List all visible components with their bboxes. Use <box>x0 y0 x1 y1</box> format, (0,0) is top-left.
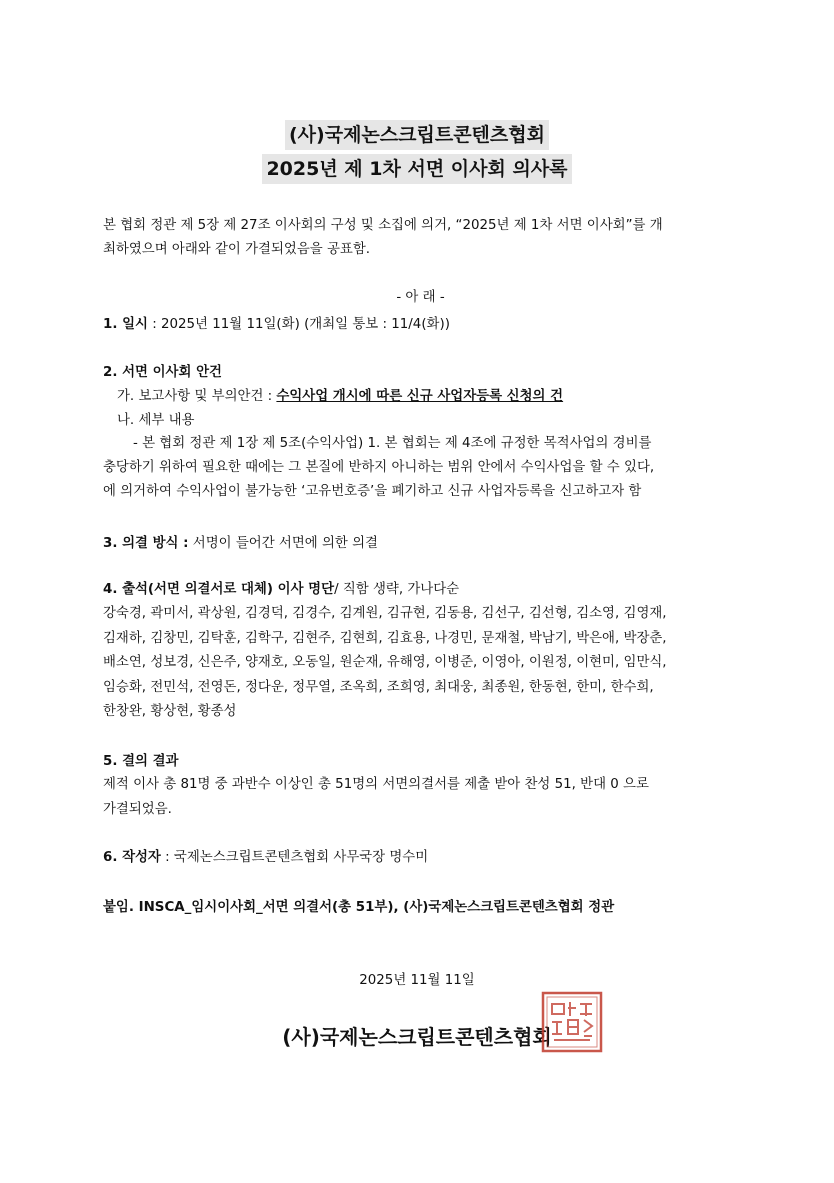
detail-line-3: 에 의거하여 수익사업이 불가능한 ‘고유번호증’을 폐기하고 신규 사업자등록을 신고하고자 함 <box>103 484 642 499</box>
signing-organization: (사)국제논스크립트콘텐츠협회 <box>282 1025 552 1049</box>
names-line-5: 한창완, 황상현, 황종성 <box>103 704 237 719</box>
names-line-2: 김재하, 김창민, 김탁훈, 김학구, 김현주, 김현희, 김효용, 나경민, 문재철, 박남기, 박은애, 박장춘, <box>103 631 667 646</box>
section-4-attendance <box>103 578 738 602</box>
intro-line-2: 최하였으며 아래와 같이 가결되었음을 공표함. <box>103 242 371 257</box>
section-2-item-na: 나. 세부 내용 <box>117 413 195 428</box>
title-org: (사)국제논스크립트콘텐츠협회 <box>285 120 549 150</box>
section-6-label: 6. 작성자 <box>103 850 161 865</box>
section-5-label: 5. 결의 결과 <box>103 754 179 769</box>
title-meeting: 2025년 제 1차 서면 이사회 의사록 <box>262 154 571 184</box>
intro-line-1: 본 협회 정관 제 5장 제 27조 이사회의 구성 및 소집에 의거, “2025년 제 1차 서면 이사회”를 개 <box>103 218 663 233</box>
section-6-value: : 국제논스크립트콘텐츠협회 사무국장 명수미 <box>160 850 429 865</box>
below-marker: - 아 래 - <box>396 290 445 305</box>
document-title <box>0 120 834 188</box>
section-3-method <box>103 532 738 556</box>
document-date: 2025년 11월 11일 <box>359 973 475 988</box>
section-4-label: 4. 출석(서면 의결서로 대체) 이사 명단 <box>103 582 335 597</box>
names-line-1: 강숙경, 곽미서, 곽상원, 김경덕, 김경수, 김계원, 김규현, 김동용, 김선구, 김선형, 김소영, 김영재, <box>103 606 667 621</box>
section-3-value: 서명이 들어간 서면에 의한 의결 <box>188 536 378 551</box>
section-2-label: 2. 서면 이사회 안건 <box>103 365 222 380</box>
section-6-author <box>103 846 738 870</box>
names-line-4: 임승화, 전민석, 전영돈, 정다운, 정무열, 조옥희, 조희영, 최대웅, 최종원, 한동현, 한미, 한수희, <box>103 680 654 695</box>
section-1-value: : 2025년 11월 11일(화) (개최일 통보 : 11/4(화)) <box>147 317 450 332</box>
section-1-label: 1. 일시 <box>103 317 148 332</box>
item-ga-title: 수익사업 개시에 따른 신규 사업자등록 신청의 건 <box>276 389 564 404</box>
section-2-item-ga <box>117 385 752 409</box>
section-3-label: 3. 의결 방식 : <box>103 536 189 551</box>
detail-line-1: - 본 협회 정관 제 1장 제 5조(수익사업) 1. 본 협회는 제 4조에 규정한 목적사업의 경비를 <box>133 436 652 451</box>
detail-line-2: 충당하기 위하여 필요한 때에는 그 본질에 반하지 아니하는 범위 안에서 수익사업을 할 수 있다, <box>103 460 655 475</box>
result-line-1: 제적 이사 총 81명 중 과반수 이상인 총 51명의 서면의결서를 제출 받아 찬성 51, 반대 0 으로 <box>103 777 649 792</box>
section-1-date <box>103 313 738 337</box>
item-ga-prefix: 가. 보고사항 및 부의안건 : <box>117 389 277 404</box>
attachment-note: 붙임. INSCA_임시이사회_서면 의결서(총 51부), (사)국제논스크립트콘텐츠협회 정관 <box>103 900 615 915</box>
names-line-3: 배소연, 성보경, 신은주, 양재호, 오동일, 원순재, 유해영, 이병준, 이영아, 이원정, 이현미, 임만식, <box>103 655 667 670</box>
seal-stamp-icon <box>540 990 604 1054</box>
result-line-2: 가결되었음. <box>103 802 172 817</box>
section-4-suffix: / 직함 생략, 가나다순 <box>334 582 460 597</box>
